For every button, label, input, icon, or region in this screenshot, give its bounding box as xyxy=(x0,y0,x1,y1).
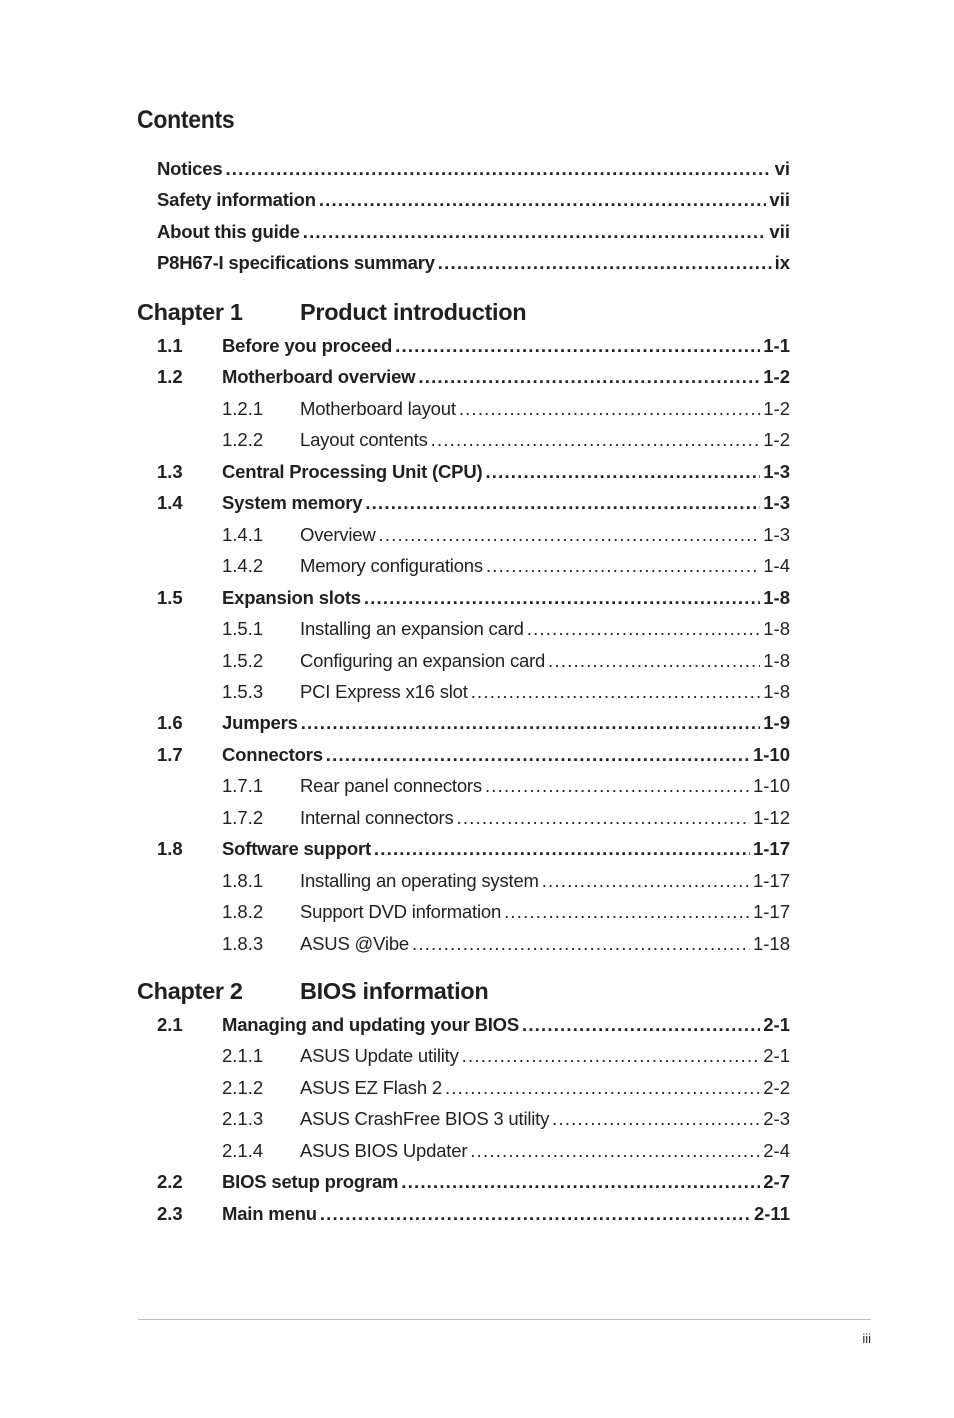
toc-entry-page: 2-11 xyxy=(753,1202,790,1224)
dot-leader xyxy=(301,712,761,734)
toc-entry-number: 2.2 xyxy=(157,1171,183,1193)
toc-entry-page: 1-12 xyxy=(752,806,790,828)
toc-entry-number: 1.6 xyxy=(157,712,183,734)
toc-entry-title: Managing and updating your BIOS xyxy=(222,1014,519,1035)
dot-leader xyxy=(412,933,750,955)
dot-leader xyxy=(364,587,760,609)
toc-entry-title: PCI Express x16 slot xyxy=(300,680,468,702)
toc-entry-page: 2-1 xyxy=(763,1045,790,1067)
toc-entry-title: Software support xyxy=(222,838,371,860)
dot-leader xyxy=(365,492,760,514)
toc-subsection-entry[interactable] xyxy=(222,1077,790,1101)
toc-subsection-entry[interactable] xyxy=(222,1140,790,1164)
toc-entry-title: Configuring an expansion card xyxy=(300,649,546,671)
toc-entry-number: 1.1 xyxy=(157,335,183,356)
toc-entry-title: Main menu xyxy=(222,1202,317,1224)
toc-subsection-entry[interactable] xyxy=(222,1108,790,1132)
toc-entry-title: Installing an expansion card xyxy=(300,618,524,640)
toc-entry-page: 1-9 xyxy=(763,712,790,734)
toc-entry-title: Connectors xyxy=(222,743,323,765)
toc-entry-title: P8H67-I specifications summary xyxy=(157,252,435,274)
toc-entry-title: Expansion slots xyxy=(222,586,361,608)
dot-leader xyxy=(319,189,767,211)
toc-entry-number: 1.2.2 xyxy=(222,429,264,451)
dot-leader xyxy=(326,744,750,766)
toc-entry-page: ix xyxy=(774,252,790,274)
chapter-title: BIOS information xyxy=(300,978,489,1004)
dot-leader xyxy=(303,221,767,243)
toc-entry-title: ASUS Update utility xyxy=(300,1045,459,1067)
dot-leader xyxy=(548,650,760,672)
toc-front-entry[interactable] xyxy=(157,221,790,245)
chapter-heading xyxy=(137,299,526,326)
toc-section-entry[interactable] xyxy=(157,712,790,736)
toc-entry-page: 2-1 xyxy=(763,1014,790,1035)
toc-entry-number: 1.8 xyxy=(157,838,183,860)
toc-entry-number: 1.5.1 xyxy=(222,618,264,640)
toc-entry-title: Before you proceed xyxy=(222,335,393,356)
toc-subsection-entry[interactable] xyxy=(222,429,790,453)
toc-section-entry[interactable] xyxy=(157,366,790,390)
toc-subsection-entry[interactable] xyxy=(222,555,790,579)
toc-entry-page: 1-8 xyxy=(763,618,790,640)
dot-leader xyxy=(225,158,771,180)
toc-entry-title: Notices xyxy=(157,158,223,179)
toc-entry-title: Layout contents xyxy=(300,429,428,451)
toc-entry-page: 1-17 xyxy=(752,838,790,860)
toc-entry-page: 1-10 xyxy=(752,775,790,797)
toc-entry-number: 1.2 xyxy=(157,366,183,388)
toc-entry-number: 1.7.1 xyxy=(222,775,264,797)
toc-entry-title: About this guide xyxy=(157,220,300,242)
dot-leader xyxy=(320,1203,751,1225)
toc-entry-title: Memory configurations xyxy=(300,555,483,577)
toc-subsection-entry[interactable] xyxy=(222,618,790,642)
chapter-label: Chapter 2 xyxy=(137,978,243,1004)
toc-entry-page: 1-1 xyxy=(763,335,790,356)
toc-entry-page: 1-8 xyxy=(763,586,790,608)
toc-subsection-entry[interactable] xyxy=(222,524,790,548)
page-title: Contents xyxy=(137,106,235,134)
toc-subsection-entry[interactable] xyxy=(222,650,790,674)
toc-subsection-entry[interactable] xyxy=(222,681,790,705)
dot-leader xyxy=(504,901,750,923)
dot-leader xyxy=(431,429,761,451)
dot-leader xyxy=(527,618,761,640)
dot-leader xyxy=(471,681,761,703)
footer-divider xyxy=(138,1319,871,1320)
toc-entry-title: Motherboard overview xyxy=(222,366,416,388)
page-number: iii xyxy=(862,1331,871,1346)
toc-entry-title: ASUS EZ Flash 2 xyxy=(300,1076,442,1098)
toc-entry-page: 2-3 xyxy=(763,1108,790,1130)
toc-front-entry[interactable] xyxy=(157,158,790,182)
dot-leader xyxy=(418,366,760,388)
dot-leader xyxy=(401,1171,760,1193)
toc-entry-page: vii xyxy=(769,220,790,242)
toc-entry-page: 1-2 xyxy=(763,366,790,388)
dot-leader xyxy=(459,398,760,420)
toc-section-entry[interactable] xyxy=(157,587,790,611)
toc-entry-number: 2.1 xyxy=(157,1014,183,1035)
toc-entry-page: 1-17 xyxy=(752,901,790,923)
toc-entry-title: ASUS CrashFree BIOS 3 utility xyxy=(300,1108,550,1130)
toc-entry-number: 1.4 xyxy=(157,492,183,514)
toc-entry-page: vi xyxy=(774,158,790,179)
chapter-title: Product introduction xyxy=(300,299,527,325)
dot-leader xyxy=(522,1014,760,1036)
toc-entry-number: 2.3 xyxy=(157,1202,183,1224)
toc-entry-title: BIOS setup program xyxy=(222,1171,399,1193)
toc-entry-number: 1.8.3 xyxy=(222,932,264,954)
toc-entry-page: 2-4 xyxy=(763,1139,790,1161)
toc-entry-number: 1.5 xyxy=(157,586,183,608)
toc-subsection-entry[interactable] xyxy=(222,901,790,925)
toc-entry-number: 1.2.1 xyxy=(222,397,264,419)
toc-entry-page: 1-8 xyxy=(763,680,790,702)
toc-entry-page: 1-3 xyxy=(763,492,790,514)
toc-entry-number: 1.5.3 xyxy=(222,680,264,702)
toc-front-entry[interactable] xyxy=(157,189,790,213)
toc-entry-title: ASUS @Vibe xyxy=(300,932,409,954)
toc-entry-page: 1-17 xyxy=(752,869,790,891)
dot-leader xyxy=(470,1140,760,1162)
toc-subsection-entry[interactable] xyxy=(222,807,790,831)
toc-section-entry[interactable] xyxy=(157,1203,790,1227)
toc-entry-page: 1-3 xyxy=(763,523,790,545)
toc-entry-page: 2-7 xyxy=(763,1171,790,1193)
toc-entry-number: 1.5.2 xyxy=(222,649,264,671)
toc-entry-title: Internal connectors xyxy=(300,806,454,828)
toc-entry-page: vii xyxy=(769,189,790,211)
toc-entry-page: 1-2 xyxy=(763,429,790,451)
dot-leader xyxy=(462,1045,761,1067)
toc-section-entry[interactable] xyxy=(157,1171,790,1195)
dot-leader xyxy=(374,838,750,860)
toc-front-entry[interactable] xyxy=(157,252,790,276)
toc-entry-page: 2-2 xyxy=(763,1076,790,1098)
toc-entry-number: 2.1.2 xyxy=(222,1076,264,1098)
toc-entry-title: Installing an operating system xyxy=(300,869,539,891)
toc-entry-number: 2.1.4 xyxy=(222,1139,264,1161)
dot-leader xyxy=(542,870,750,892)
dot-leader xyxy=(379,524,761,546)
toc-section-entry[interactable] xyxy=(157,744,790,768)
dot-leader xyxy=(486,555,760,577)
toc-entry-title: Overview xyxy=(300,523,376,545)
toc-entry-title: Central Processing Unit (CPU) xyxy=(222,460,483,482)
toc-entry-number: 2.1.1 xyxy=(222,1045,264,1067)
toc-entry-title: Rear panel connectors xyxy=(300,775,482,797)
toc-entry-number: 1.8.1 xyxy=(222,869,264,891)
toc-entry-title: System memory xyxy=(222,492,363,514)
toc-entry-title: Jumpers xyxy=(222,712,298,734)
toc-section-entry[interactable] xyxy=(157,1014,790,1038)
toc-entry-title: ASUS BIOS Updater xyxy=(300,1139,468,1161)
toc-entry-page: 1-3 xyxy=(763,460,790,482)
toc-subsection-entry[interactable] xyxy=(222,775,790,799)
toc-entry-title: Support DVD information xyxy=(300,901,502,923)
toc-entry-page: 1-18 xyxy=(752,932,790,954)
toc-subsection-entry[interactable] xyxy=(222,933,790,957)
dot-leader xyxy=(438,252,772,274)
toc-entry-number: 1.3 xyxy=(157,460,183,482)
toc-entry-number: 1.8.2 xyxy=(222,901,264,923)
toc-entry-number: 1.4.2 xyxy=(222,555,264,577)
dot-leader xyxy=(485,775,750,797)
chapter-label: Chapter 1 xyxy=(137,299,243,325)
toc-section-entry[interactable] xyxy=(157,492,790,516)
toc-entry-title: Motherboard layout xyxy=(300,397,456,419)
toc-section-entry[interactable] xyxy=(157,335,790,359)
toc-entry-page: 1-10 xyxy=(752,743,790,765)
toc-entry-number: 2.1.3 xyxy=(222,1108,264,1130)
dot-leader xyxy=(445,1077,760,1099)
toc-entry-number: 1.7.2 xyxy=(222,806,264,828)
toc-entry-page: 1-8 xyxy=(763,649,790,671)
dot-leader xyxy=(552,1108,760,1130)
toc-entry-title: Safety information xyxy=(157,189,316,211)
toc-subsection-entry[interactable] xyxy=(222,398,790,422)
toc-entry-page: 1-4 xyxy=(763,555,790,577)
chapter-heading xyxy=(137,978,488,1005)
toc-entry-page: 1-2 xyxy=(763,397,790,419)
dot-leader xyxy=(457,807,750,829)
dot-leader xyxy=(485,461,760,483)
toc-section-entry[interactable] xyxy=(157,461,790,485)
toc-subsection-entry[interactable] xyxy=(222,1045,790,1069)
toc-entry-number: 1.7 xyxy=(157,743,183,765)
toc-subsection-entry[interactable] xyxy=(222,870,790,894)
dot-leader xyxy=(395,335,760,357)
toc-section-entry[interactable] xyxy=(157,838,790,862)
toc-entry-number: 1.4.1 xyxy=(222,523,264,545)
